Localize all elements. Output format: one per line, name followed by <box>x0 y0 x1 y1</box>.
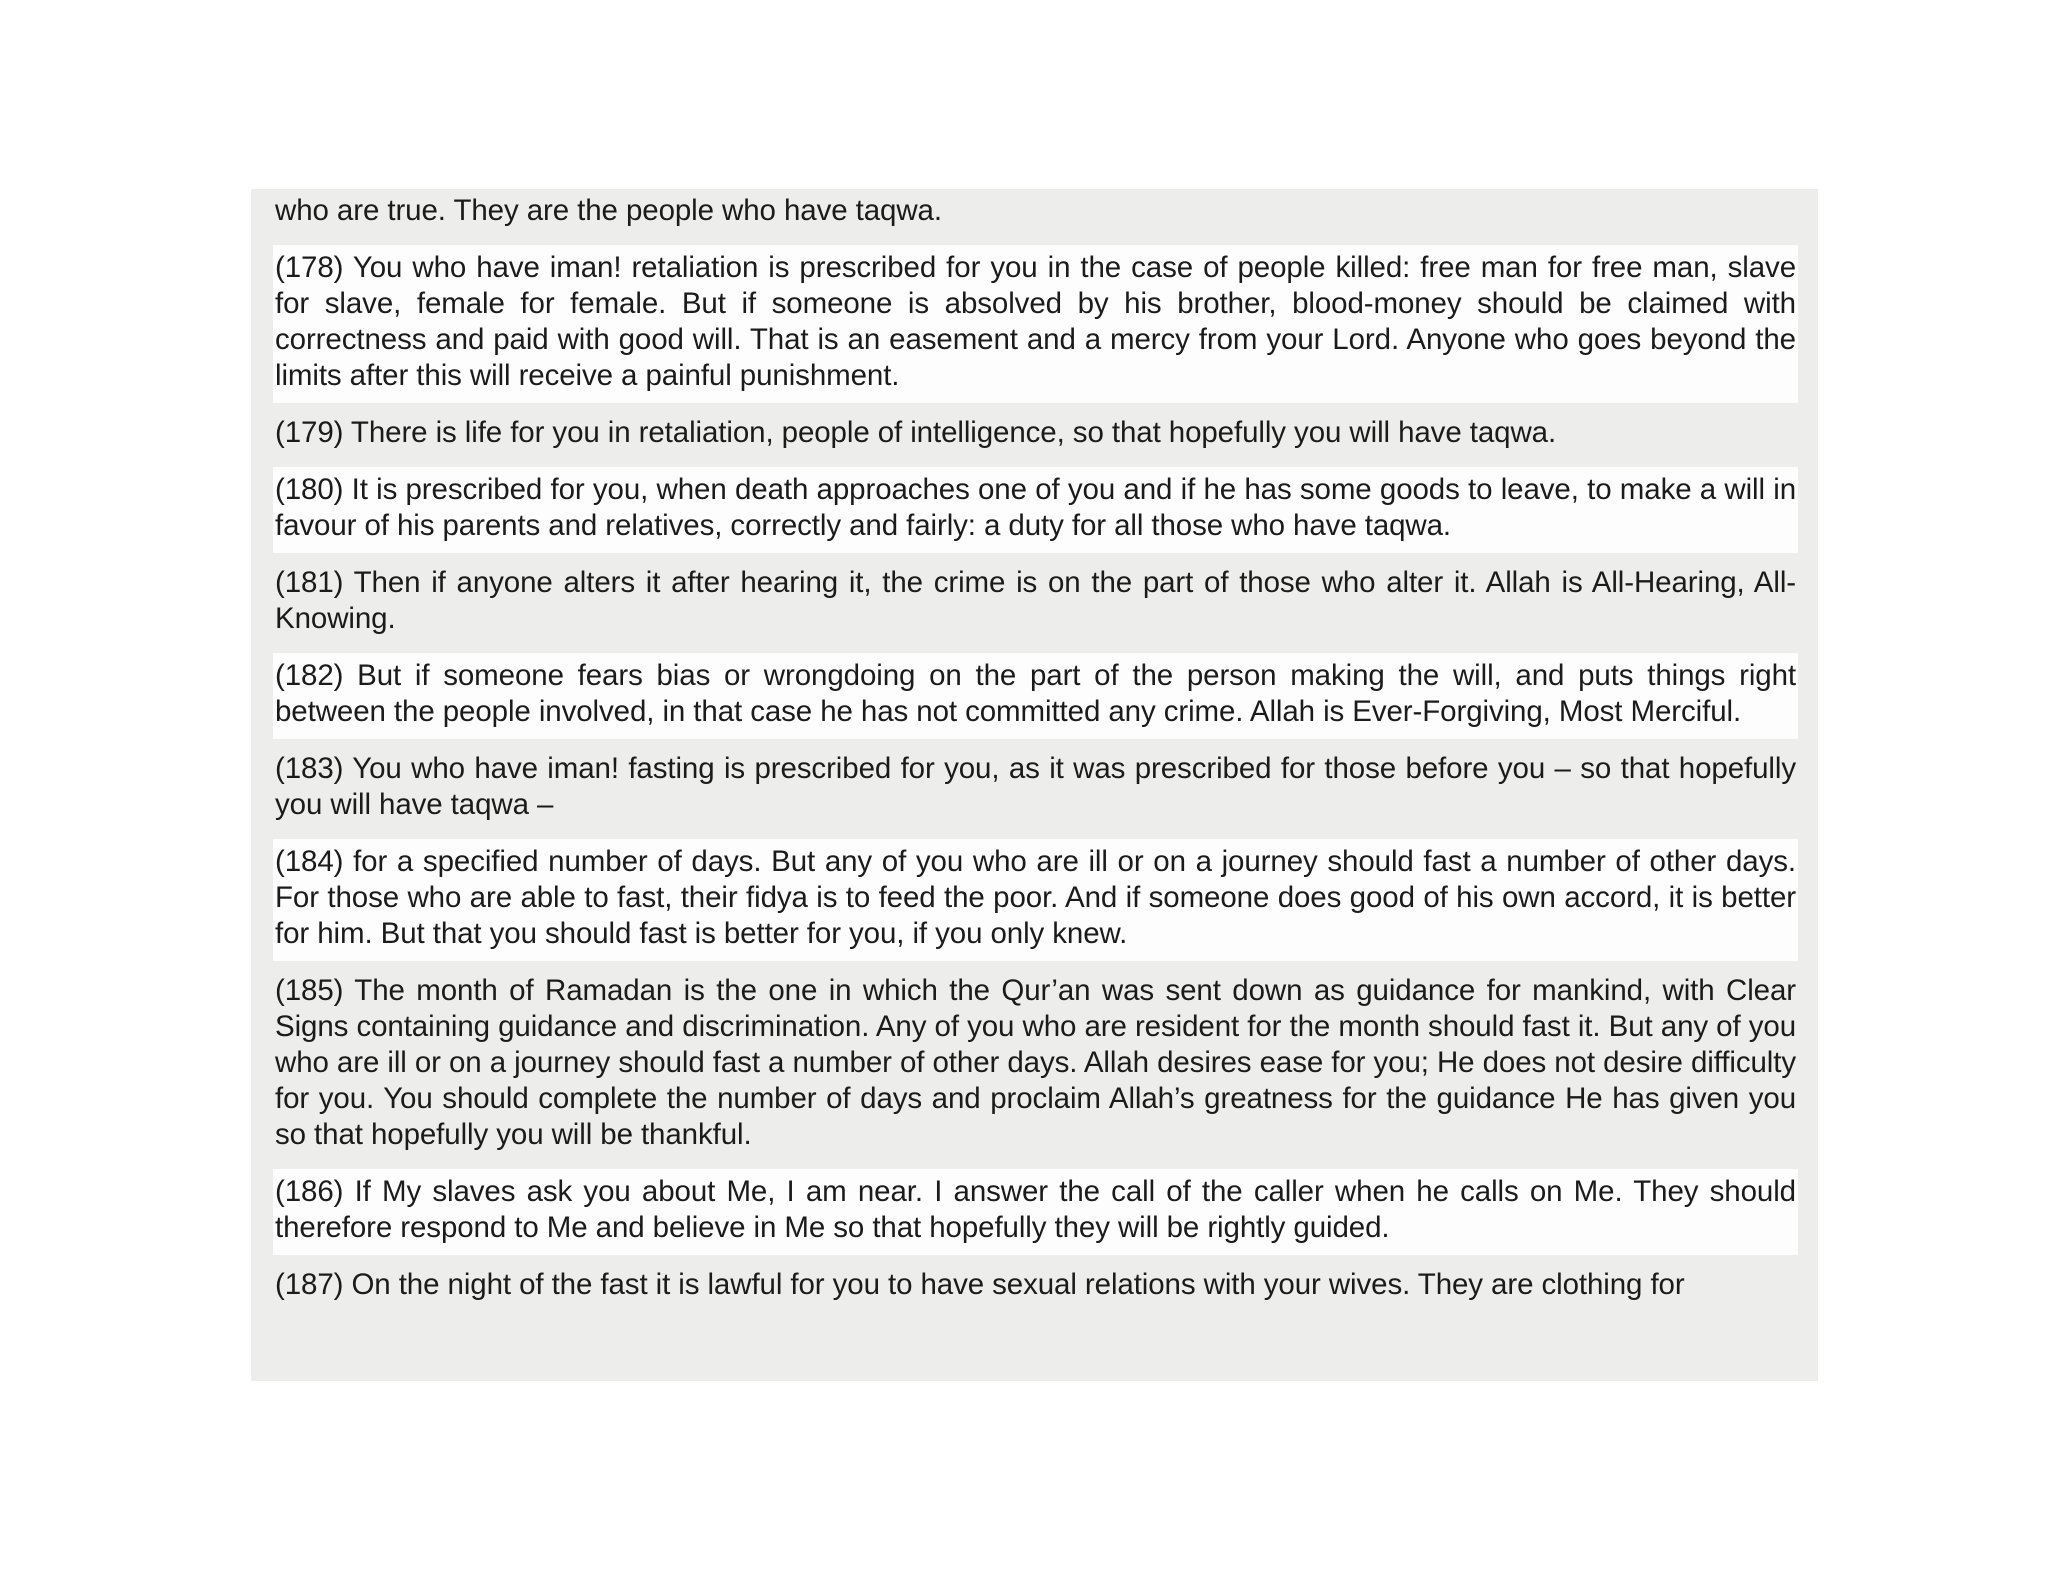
verse-paragraph: (178) You who have iman! retaliation is prescribed for you in the case of people killed: free man for free man, slave for slave, female for female. But if someone is absolved by his brother, blood-money should be claimed with correctness and paid with good will. That is an easement and a mercy from your Lord. Anyone who goes beyond the limits after this will receive a painful punishment. <box>273 245 1798 403</box>
verse-paragraph: (182) But if someone fears bias or wrongdoing on the part of the person making the will, and puts things right between the people involved, in that case he has not committed any crime. Allah is Ever-Forgiving, Most Merciful. <box>273 653 1798 739</box>
verse-paragraph: (179) There is life for you in retaliation, people of intelligence, so that hopefully you will have taqwa. <box>273 410 1798 460</box>
verse-paragraph: who are true. They are the people who have taqwa. <box>273 193 1798 238</box>
verse-paragraph: (183) You who have iman! fasting is prescribed for you, as it was prescribed for those before you – so that hopefully you will have taqwa – <box>273 746 1798 832</box>
verse-paragraph: (180) It is prescribed for you, when death approaches one of you and if he has some goods to leave, to make a will in favour of his parents and relatives, correctly and fairly: a duty for all those who have taqwa. <box>273 467 1798 553</box>
verse-paragraph: (185) The month of Ramadan is the one in which the Qur’an was sent down as guidance for mankind, with Clear Signs containing guidance and discrimination. Any of you who are resident for the month should fast it. But any of you who are ill or on a journey should fast a number of other days. Allah desires ease for you; He does not desire difficulty for you. You should complete the number of days and proclaim Allah’s greatness for the guidance He has given you so that hopefully you will be thankful. <box>273 968 1798 1162</box>
document-panel <box>251 189 1818 1381</box>
verse-paragraph: (184) for a specified number of days. But any of you who are ill or on a journey should fast a number of other days. For those who are able to fast, their fidya is to feed the poor. And if someone does good of his own accord, it is better for him. But that you should fast is better for you, if you only knew. <box>273 839 1798 961</box>
verse-paragraph: (181) Then if anyone alters it after hearing it, the crime is on the part of those who alter it. Allah is All-Hearing, All-Knowing. <box>273 560 1798 646</box>
verse-paragraph: (186) If My slaves ask you about Me, I am near. I answer the call of the caller when he calls on Me. They should therefore respond to Me and believe in Me so that hopefully they will be rightly guided. <box>273 1169 1798 1255</box>
verse-list <box>273 193 1798 1319</box>
verse-paragraph: (187) On the night of the fast it is lawful for you to have sexual relations with your wives. They are clothing for <box>273 1262 1798 1312</box>
